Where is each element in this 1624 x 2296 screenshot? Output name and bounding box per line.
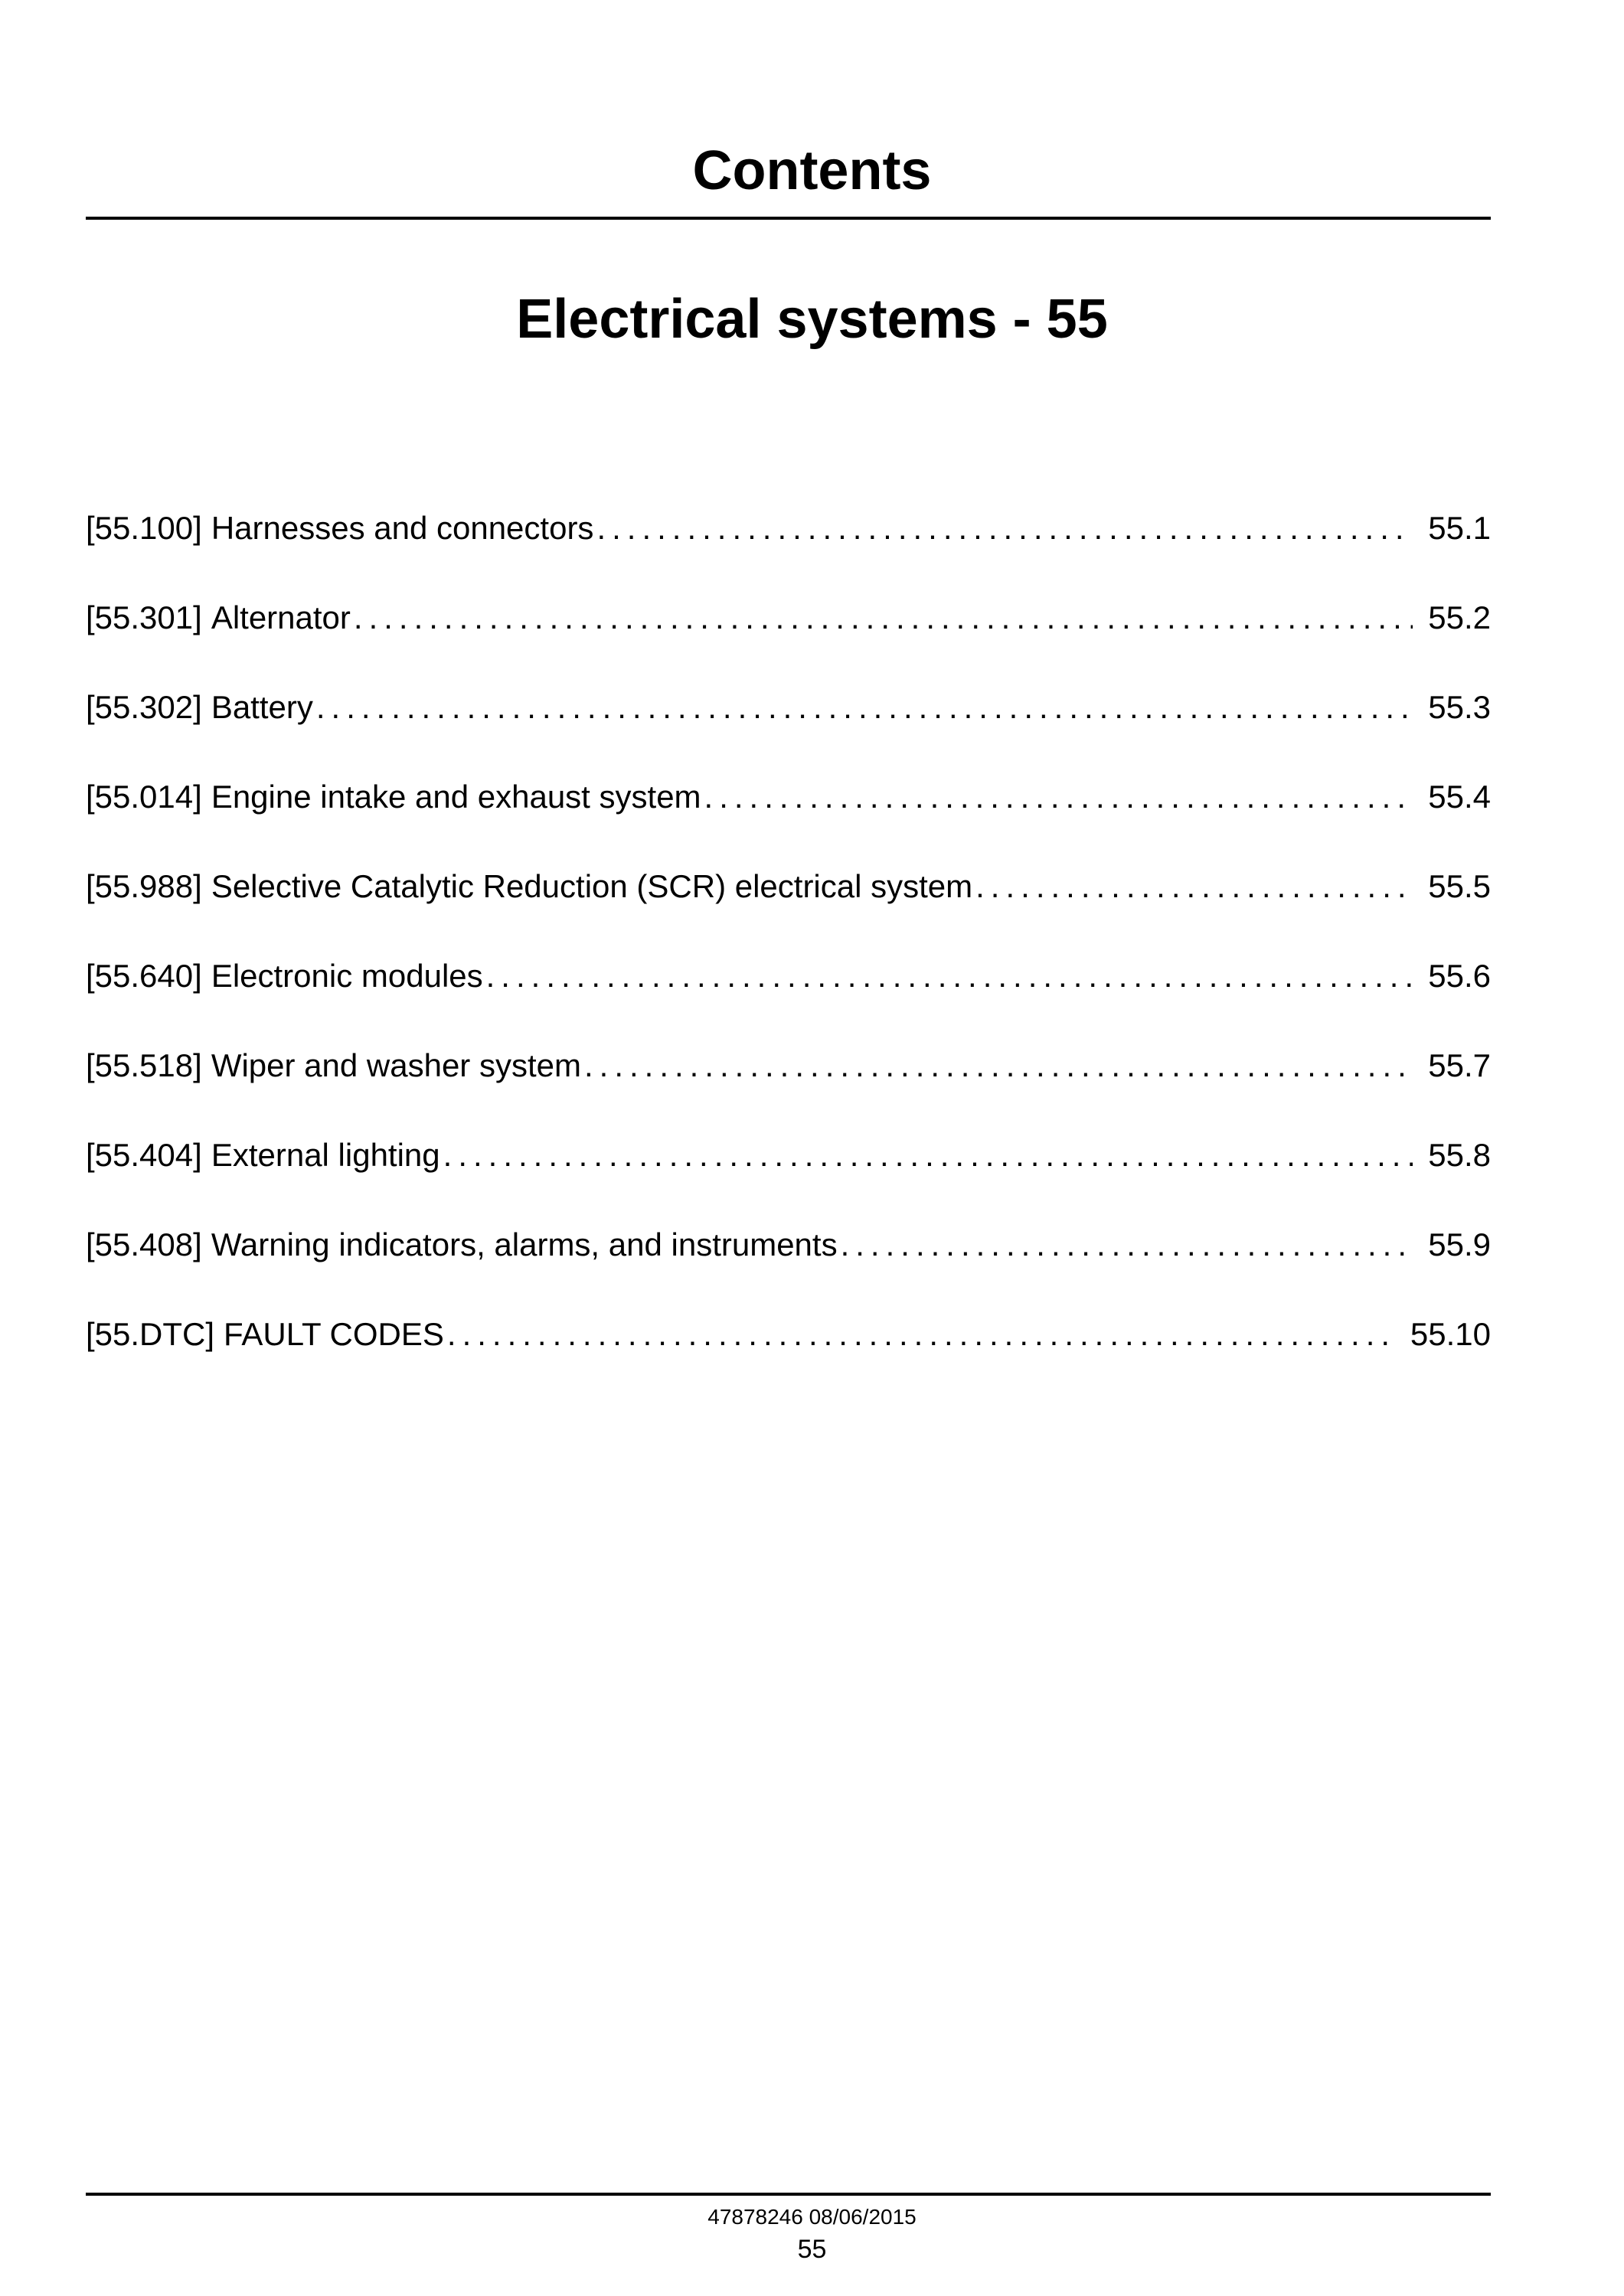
toc-entry-code: [55.404] — [86, 1137, 202, 1173]
toc-entry[interactable] — [86, 595, 1491, 684]
toc-entry-title: Warning indicators, alarms, and instruments — [211, 1226, 838, 1262]
toc-entry-page: 55.5 — [1428, 868, 1491, 904]
toc-entry-title: Battery — [211, 689, 313, 725]
toc-entry-page: 55.10 — [1410, 1316, 1491, 1352]
toc-entry-title: Selective Catalytic Reduction (SCR) electrical system — [211, 868, 973, 904]
dot-leader — [596, 505, 1413, 551]
dot-leader — [447, 1311, 1395, 1357]
dot-leader — [975, 864, 1413, 910]
toc-entry-title: FAULT CODES — [224, 1316, 444, 1352]
toc-entry-code: [55.DTC] — [86, 1316, 215, 1352]
toc-entry-code: [55.014] — [86, 779, 202, 815]
toc-entry-title: Wiper and washer system — [211, 1047, 581, 1083]
dot-leader — [354, 595, 1413, 641]
toc-entry[interactable] — [86, 864, 1491, 953]
toc-entry-page: 55.8 — [1428, 1137, 1491, 1173]
toc-entry[interactable] — [86, 953, 1491, 1043]
toc-entry-page: 55.7 — [1428, 1047, 1491, 1083]
toc-entry-code: [55.640] — [86, 958, 202, 994]
toc-entry[interactable] — [86, 774, 1491, 864]
footer-document-id: 47878246 08/06/2015 — [707, 2205, 917, 2229]
toc-entry-page: 55.2 — [1428, 599, 1491, 635]
dot-leader — [486, 953, 1413, 999]
dot-leader — [584, 1043, 1413, 1089]
page-title: Contents — [692, 140, 932, 201]
toc-entry-code: [55.302] — [86, 689, 202, 725]
top-divider — [86, 217, 1491, 220]
toc-entry-code: [55.100] — [86, 510, 202, 546]
toc-entry-title: Electronic modules — [211, 958, 483, 994]
toc-entry[interactable] — [86, 684, 1491, 774]
toc-entry-page: 55.3 — [1428, 689, 1491, 725]
dot-leader — [841, 1222, 1413, 1268]
section-title: Electrical systems - 55 — [516, 289, 1108, 350]
footer-page-number: 55 — [797, 2235, 827, 2264]
bottom-divider — [86, 2193, 1491, 2196]
table-of-contents — [86, 505, 1491, 1401]
toc-entry-title: Engine intake and exhaust system — [211, 779, 701, 815]
toc-entry-title: Harnesses and connectors — [211, 510, 594, 546]
toc-entry-code: [55.408] — [86, 1226, 202, 1262]
dot-leader — [443, 1132, 1413, 1178]
toc-entry-page: 55.6 — [1428, 958, 1491, 994]
toc-entry-code: [55.518] — [86, 1047, 202, 1083]
toc-entry[interactable] — [86, 505, 1491, 595]
toc-entry[interactable] — [86, 1311, 1491, 1401]
toc-entry[interactable] — [86, 1132, 1491, 1222]
toc-entry[interactable] — [86, 1043, 1491, 1132]
toc-entry-page: 55.1 — [1428, 510, 1491, 546]
toc-entry-code: [55.988] — [86, 868, 202, 904]
toc-entry-code: [55.301] — [86, 599, 202, 635]
dot-leader — [704, 774, 1413, 820]
toc-entry-page: 55.4 — [1428, 779, 1491, 815]
toc-entry[interactable] — [86, 1222, 1491, 1311]
toc-entry-title: External lighting — [211, 1137, 440, 1173]
dot-leader — [316, 684, 1413, 730]
toc-entry-page: 55.9 — [1428, 1226, 1491, 1262]
toc-entry-title: Alternator — [211, 599, 351, 635]
